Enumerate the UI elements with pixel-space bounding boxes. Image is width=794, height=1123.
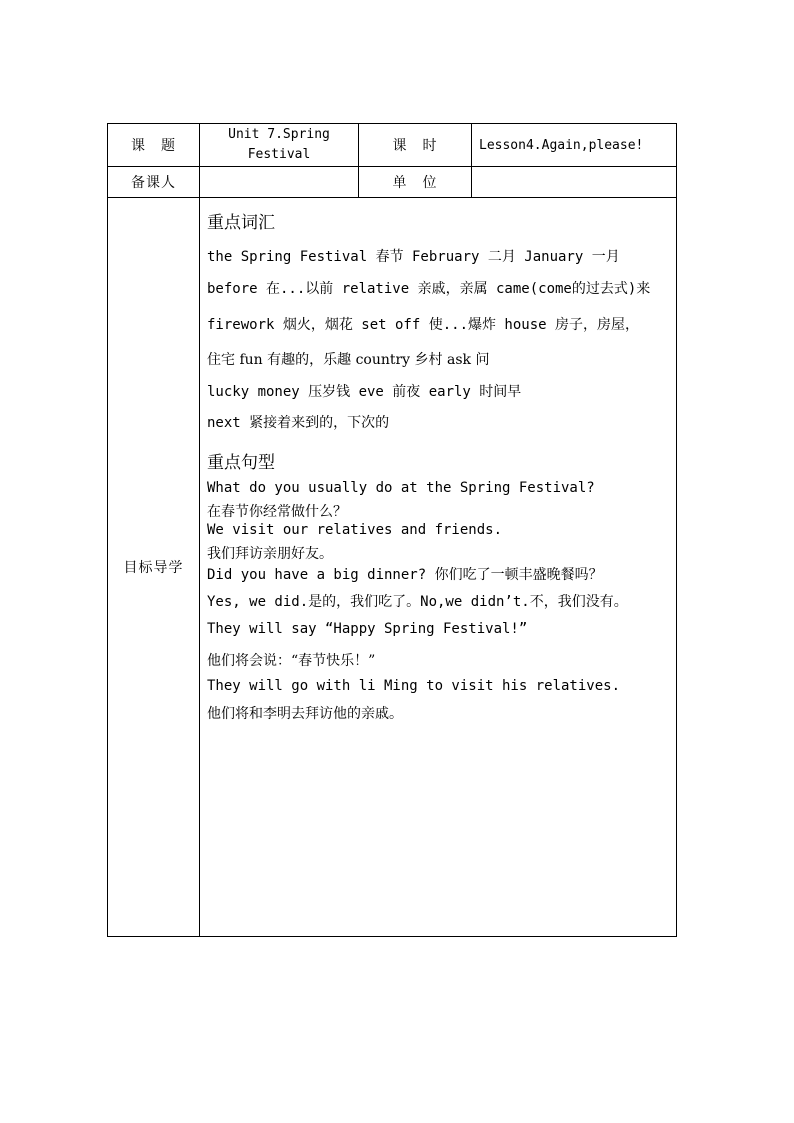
sentence-line: What do you usually do at the Spring Festival?: [207, 480, 595, 496]
sentence-line: We visit our relatives and friends.: [207, 522, 503, 538]
preparer-label: 备课人: [108, 167, 200, 198]
preparer-value: [200, 167, 359, 198]
header-row: [108, 124, 677, 167]
vocab-line: lucky money 压岁钱 eve 前夜 early 时间早: [207, 384, 522, 400]
topic-value-line1: Unit 7.Spring: [228, 127, 330, 142]
preparer-row: [108, 167, 677, 198]
period-label: 课 时: [359, 124, 472, 167]
unit-label: 单 位: [359, 167, 472, 198]
lesson-plan-table: [107, 123, 677, 937]
main-row: [108, 198, 677, 937]
unit-value: [472, 167, 677, 198]
sentence-line: They will say “Happy Spring Festival!”: [207, 621, 528, 637]
section-label: 目标导学: [108, 198, 200, 937]
topic-value: [200, 124, 359, 167]
content-cell: [200, 198, 677, 937]
period-value: Lesson4.Again,please!: [472, 124, 677, 167]
content-block: [207, 198, 670, 936]
vocab-heading: 重点词汇: [207, 213, 275, 233]
sentence-line: They will go with li Ming to visit his relatives.: [207, 678, 621, 694]
vocab-line: next 紧接着来到的，下次的: [207, 415, 390, 431]
vocab-line: the Spring Festival 春节 February 二月 January 一月: [207, 249, 620, 265]
sentence-line: Did you have a big dinner? 你们吃了一顿丰盛晚餐吗？: [207, 567, 603, 583]
sentence-line: 我们拜访亲朋好友。: [207, 546, 333, 562]
sentence-line: 他们将会说：“春节快乐！”: [207, 653, 376, 669]
vocab-line: firework 烟火，烟花 set off 使...爆炸 house 房子，房屋，: [207, 317, 640, 333]
topic-value-line2: Festival: [247, 147, 311, 162]
sentence-line: 他们将和李明去拜访他的亲戚。: [207, 706, 403, 722]
vocab-line: 住宅 fun 有趣的，乐趣 country 乡村 ask 问: [207, 352, 490, 368]
sentence-line: Yes, we did.是的，我们吃了。No,we didn’t.不，我们没有。: [207, 594, 628, 610]
sentence-line: 在春节你经常做什么？: [207, 504, 347, 520]
topic-label: 课 题: [108, 124, 200, 167]
vocab-line: before 在...以前 relative 亲戚，亲属 came(come的过去式)来: [207, 281, 651, 297]
sentence-heading: 重点句型: [207, 453, 275, 473]
